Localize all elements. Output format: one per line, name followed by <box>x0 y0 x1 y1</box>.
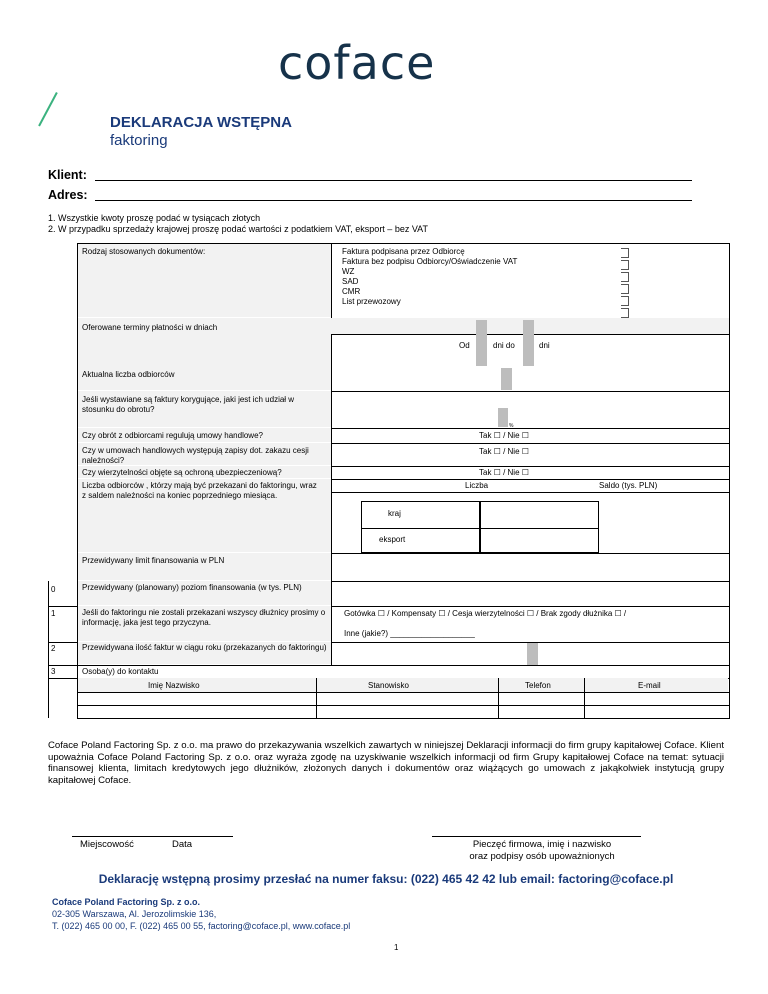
row-1-label: Jeśli do faktoringu nie zostali przekazani wszyscy dłużnicy prosimy o informację, jaka jest tego przyczyna. <box>82 608 326 627</box>
row-2-number: 2 <box>51 644 56 653</box>
recipients-count-input[interactable] <box>501 368 512 390</box>
address-label: Adres: <box>48 188 88 202</box>
checkbox[interactable] <box>621 248 629 258</box>
doc-item: WZ <box>342 267 355 276</box>
other-reason-field[interactable]: Inne (jakie?) ___________________ <box>344 629 475 638</box>
eksport-label: eksport <box>379 535 406 544</box>
checkbox[interactable] <box>621 260 629 270</box>
kraj-saldo-cell[interactable] <box>479 501 599 529</box>
limit-label: Przewidywany limit finansowania w PLN <box>82 556 225 565</box>
doc-item: CMR <box>342 287 361 296</box>
client-field[interactable] <box>95 180 692 181</box>
address-field[interactable] <box>95 200 692 201</box>
doc-item: SAD <box>342 277 359 286</box>
recipients-factoring-label: Liczba odbiorców , którzy mają być przekazani do faktoringu, wraz z saldem należności na koniec poprzedniego miesiąca. <box>82 481 317 500</box>
row-3-number: 3 <box>51 667 56 676</box>
q2-answer[interactable]: Tak ☐ / Nie ☐ <box>479 447 529 456</box>
row-1-number: 1 <box>51 609 56 618</box>
doc-checkboxes <box>621 248 629 318</box>
od-label: Od <box>459 341 470 350</box>
submission-instructions: Deklarację wstępną prosimy przesłać na numer faksu: (022) 465 42 42 lub email: factoring@coface.pl <box>98 872 674 886</box>
signature-line[interactable] <box>432 836 641 837</box>
row-3-label: Osoba(y) do kontaktu <box>82 667 159 676</box>
corrections-label: Jeśli wystawiane są faktury korygujące, jaki jest ich udział w stosunku do obrotu? <box>82 395 295 414</box>
payment-terms-label: Oferowane terminy płatności w dniach <box>82 323 218 332</box>
saldo-header: Saldo (tys. PLN) <box>599 481 658 490</box>
kraj-cell[interactable] <box>361 501 481 529</box>
q3-label: Czy wierzytelności objęte są ochroną ubezpieczeniową? <box>82 468 282 477</box>
doc-item: Faktura podpisana przez Odbiorcę <box>342 247 465 256</box>
dni-do-label: dni do <box>493 341 515 350</box>
doc-item: Faktura bez podpisu Odbiorcy/Oświadczenie VAT <box>342 257 518 266</box>
company-name: Coface Poland Factoring Sp. z o.o. <box>52 897 201 907</box>
percent-mark: % <box>509 423 514 429</box>
reason-options[interactable]: Gotówka ☐ / Kompensaty ☐ / Cesja wierzytelności ☐ / Brak zgody dłużnika ☐ / <box>344 609 627 618</box>
checkbox[interactable] <box>621 272 629 282</box>
invoice-count-input[interactable] <box>527 643 538 665</box>
eksport-saldo-cell[interactable] <box>479 527 599 553</box>
contact-row[interactable] <box>78 706 728 718</box>
signature-caption-line1: Pieczęć firmowa, imię i nazwisko <box>472 839 612 850</box>
row-2-label: Przewidywana ilość faktur w ciągu roku (przekazanych do faktoringu) <box>82 643 327 652</box>
contact-col-email: E-mail <box>638 681 661 690</box>
note-1: 1. Wszystkie kwoty proszę podać w tysiącach złotych <box>48 213 261 223</box>
doc-item: List przewozowy <box>342 297 401 306</box>
checkbox[interactable] <box>621 296 629 306</box>
checkbox[interactable] <box>621 308 629 318</box>
contact-col-position: Stanowisko <box>368 681 409 690</box>
page-title: DEKLARACJA WSTĘPNA <box>110 114 292 131</box>
signature-caption-line2: oraz podpisy osób upoważnionych <box>469 851 615 862</box>
q1-label: Czy obrót z odbiorcami regulują umowy handlowe? <box>82 431 263 440</box>
dni-do-input[interactable] <box>523 320 534 366</box>
coface-logo: coface <box>278 36 436 90</box>
row-0-number: 0 <box>51 585 56 594</box>
recipients-count-label: Aktualna liczba odbiorców <box>82 370 175 379</box>
kraj-label: kraj <box>388 509 401 518</box>
declaration-table <box>48 243 729 718</box>
note-2: 2. W przypadku sprzedaży krajowej proszę podać wartości z podatkiem VAT, eksport – bez VAT <box>48 224 428 234</box>
liczba-header: Liczba <box>465 481 489 490</box>
signature-caption <box>432 839 652 863</box>
od-input[interactable] <box>476 320 487 366</box>
date-label: Data <box>172 839 193 850</box>
place-date-line[interactable] <box>72 836 233 837</box>
q1-answer[interactable]: Tak ☐ / Nie ☐ <box>479 431 529 440</box>
contact-row[interactable] <box>78 693 728 705</box>
company-address: 02-305 Warszawa, Al. Jerozolimskie 136, <box>52 909 217 919</box>
q3-answer[interactable]: Tak ☐ / Nie ☐ <box>479 468 529 477</box>
corrections-input[interactable] <box>498 408 508 427</box>
client-label: Klient: <box>48 168 87 182</box>
company-contact: T. (022) 465 00 00, F. (022) 465 00 55, factoring@coface.pl, www.coface.pl <box>52 921 351 931</box>
contact-col-phone: Telefon <box>525 681 551 690</box>
docs-label: Rodzaj stosowanych dokumentów: <box>82 247 206 256</box>
page-number: 1 <box>394 943 399 952</box>
checkbox[interactable] <box>621 284 629 294</box>
dni-label: dni <box>539 341 550 350</box>
contact-col-name: Imię Nazwisko <box>148 681 200 690</box>
place-label: Miejscowość <box>80 839 134 850</box>
consent-paragraph: Coface Poland Factoring Sp. z o.o. ma prawo do przekazywania wszelkich zawartych w niniejszej Deklaracji informacji do firm grupy kapitałowej Coface. Klient upoważnia Coface Poland Factoring Sp. z o.o. oraz wyraża zgodę na uzyskiwanie wszelkich informacji od firm Grupy kapitałowej Coface na temat: sytuacji finansowej klienta, limitach kredytowych jego dłużników, złożonych danych i dokumentów oraz wiążących go umowach z jakąkolwiek instytucją grupy kapitałowej Coface. <box>48 740 724 786</box>
accent-slash <box>38 92 58 126</box>
row-0-label: Przewidywany (planowany) poziom finansowania (w tys. PLN) <box>82 583 302 592</box>
q2-label: Czy w umowach handlowych występują zapisy dot. zakazu cesji należności? <box>82 446 309 465</box>
page-subtitle: faktoring <box>110 132 168 149</box>
